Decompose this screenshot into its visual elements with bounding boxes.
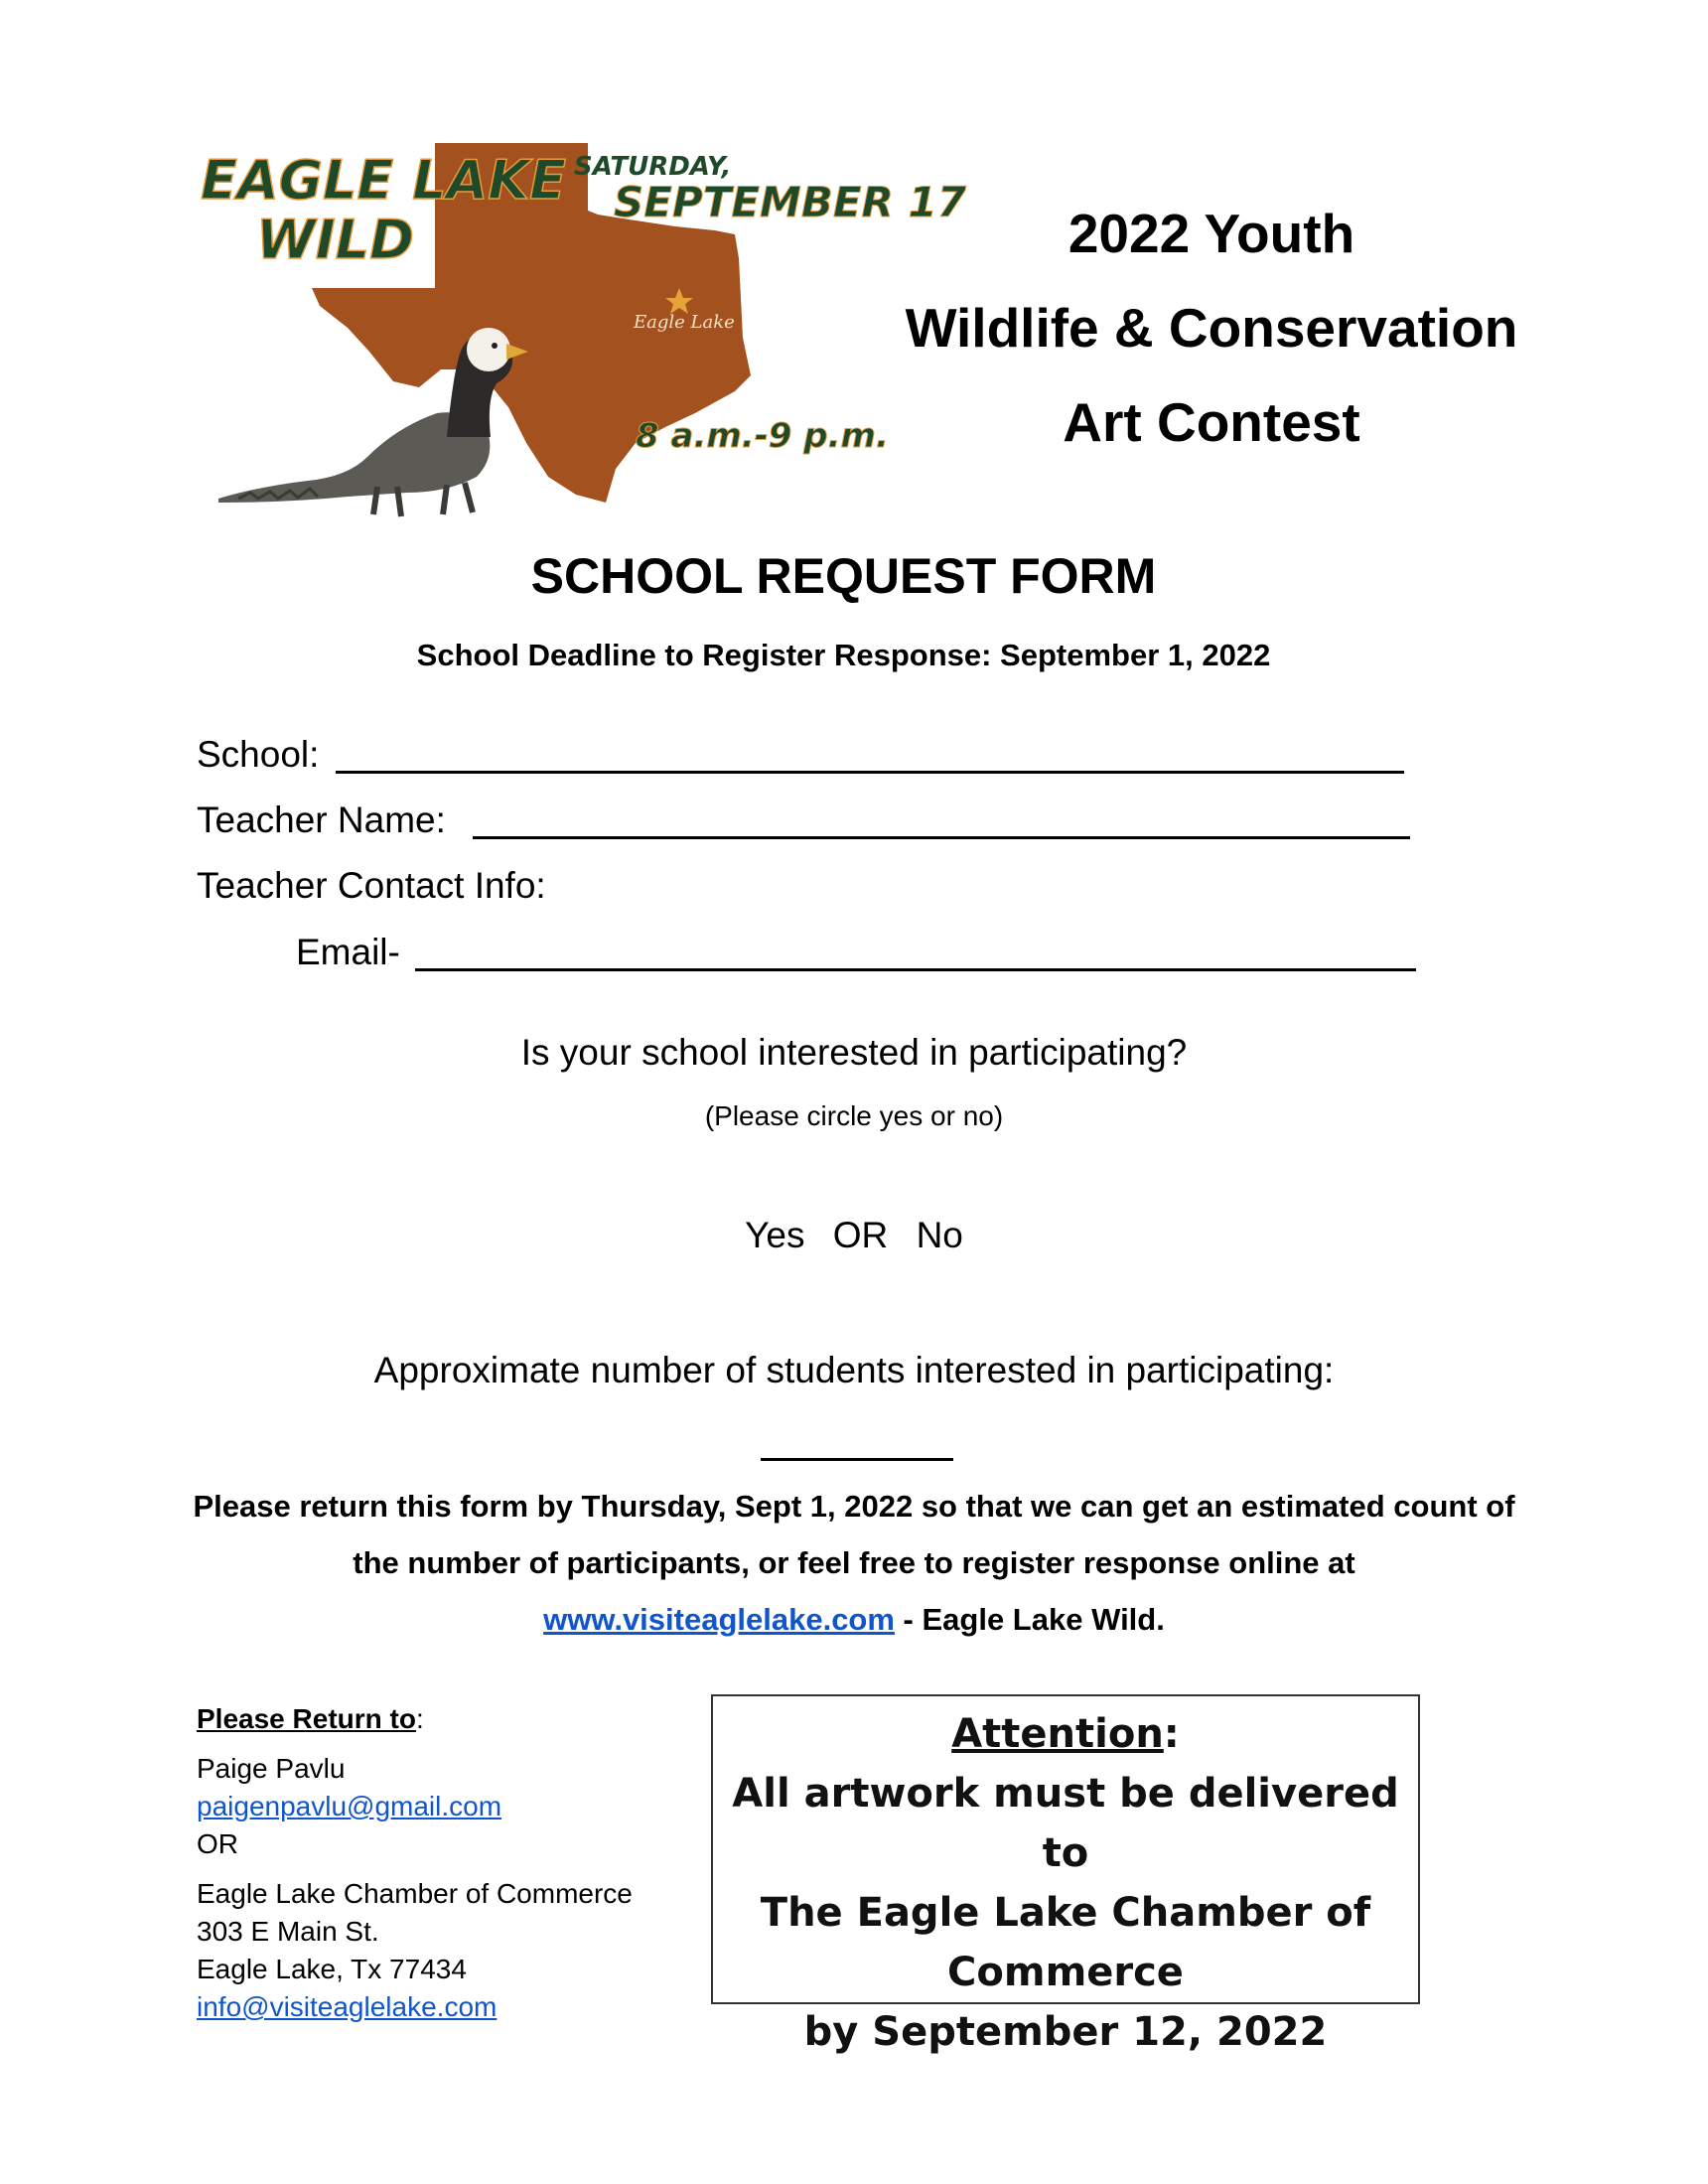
chamber-city: Eagle Lake, Tx 77434 [197, 1954, 467, 1984]
contest-title-line-3: Art Contest [1063, 391, 1360, 453]
email-blank-line[interactable] [415, 968, 1416, 971]
logo-word-eagle-lake: EAGLE LAKE [201, 149, 567, 212]
attention-box [711, 1694, 1420, 2055]
return-instructions-text: Please return this form by Thursday, Sept 1, 2022 so that we can get an estimated count of the number of participants, or feel free to register response online at [193, 1489, 1515, 1580]
chamber-street: 303 E Main St. [197, 1916, 379, 1947]
chamber-name: Eagle Lake Chamber of Commerce [197, 1878, 633, 1909]
participation-question: Is your school interested in participating? [520, 1032, 1188, 1073]
logo-day: SATURDAY, [574, 152, 732, 182]
attention-line-2: The Eagle Lake Chamber of [760, 1890, 1371, 1936]
student-count-question: Approximate number of students interested in participating: [373, 1350, 1335, 1390]
contest-title-line-2: Wildlife & Conservation [905, 297, 1518, 359]
school-label: School: [197, 734, 320, 775]
attention-line-1: All artwork must be delivered to [732, 1771, 1399, 1876]
email-label: Email- [296, 932, 400, 972]
teacher-contact-label: Teacher Contact Info: [197, 865, 546, 906]
choice-no[interactable]: No [916, 1215, 963, 1255]
choice-or: OR [832, 1215, 889, 1255]
contact-name: Paige Pavlu [197, 1753, 346, 1784]
return-address-block [197, 1700, 713, 2026]
contest-title-line-1: 2022 Youth [1068, 203, 1355, 264]
logo-hours: 8 a.m.-9 p.m. [636, 416, 889, 456]
registration-deadline: School Deadline to Register Response: September 1, 2022 [416, 638, 1271, 672]
school-blank-line[interactable] [336, 771, 1404, 774]
return-instructions-tail: - Eagle Lake Wild. [894, 1602, 1165, 1637]
yes-no-choice [0, 1214, 1708, 1257]
chamber-email-link[interactable]: info@visiteaglelake.com [197, 1991, 498, 2022]
attention-line-3: Commerce [947, 1950, 1184, 1995]
attention-colon: : [1163, 1711, 1180, 1757]
return-to-heading: Please Return to [197, 1703, 416, 1734]
website-link[interactable]: www.visiteaglelake.com [543, 1602, 895, 1637]
teacher-name-blank-line[interactable] [473, 836, 1410, 839]
circle-instruction: (Please circle yes or no) [704, 1100, 1004, 1131]
return-to-colon: : [415, 1703, 424, 1734]
attention-heading: Attention [951, 1711, 1164, 1757]
logo-date: SEPTEMBER 17 [614, 178, 966, 226]
form-heading: SCHOOL REQUEST FORM [530, 548, 1157, 604]
teacher-name-label: Teacher Name: [197, 800, 446, 840]
return-or: OR [197, 1828, 238, 1859]
attention-line-4: by September 12, 2022 [803, 2009, 1328, 2055]
logo-word-wild: WILD [256, 209, 414, 271]
choice-yes[interactable]: Yes [745, 1215, 805, 1255]
event-logo [199, 139, 966, 526]
student-count-blank-line[interactable] [761, 1458, 953, 1461]
contact-email-link[interactable]: paigenpavlu@gmail.com [197, 1791, 502, 1821]
logo-town: Eagle Lake [634, 312, 735, 333]
return-instructions [179, 1478, 1529, 1648]
